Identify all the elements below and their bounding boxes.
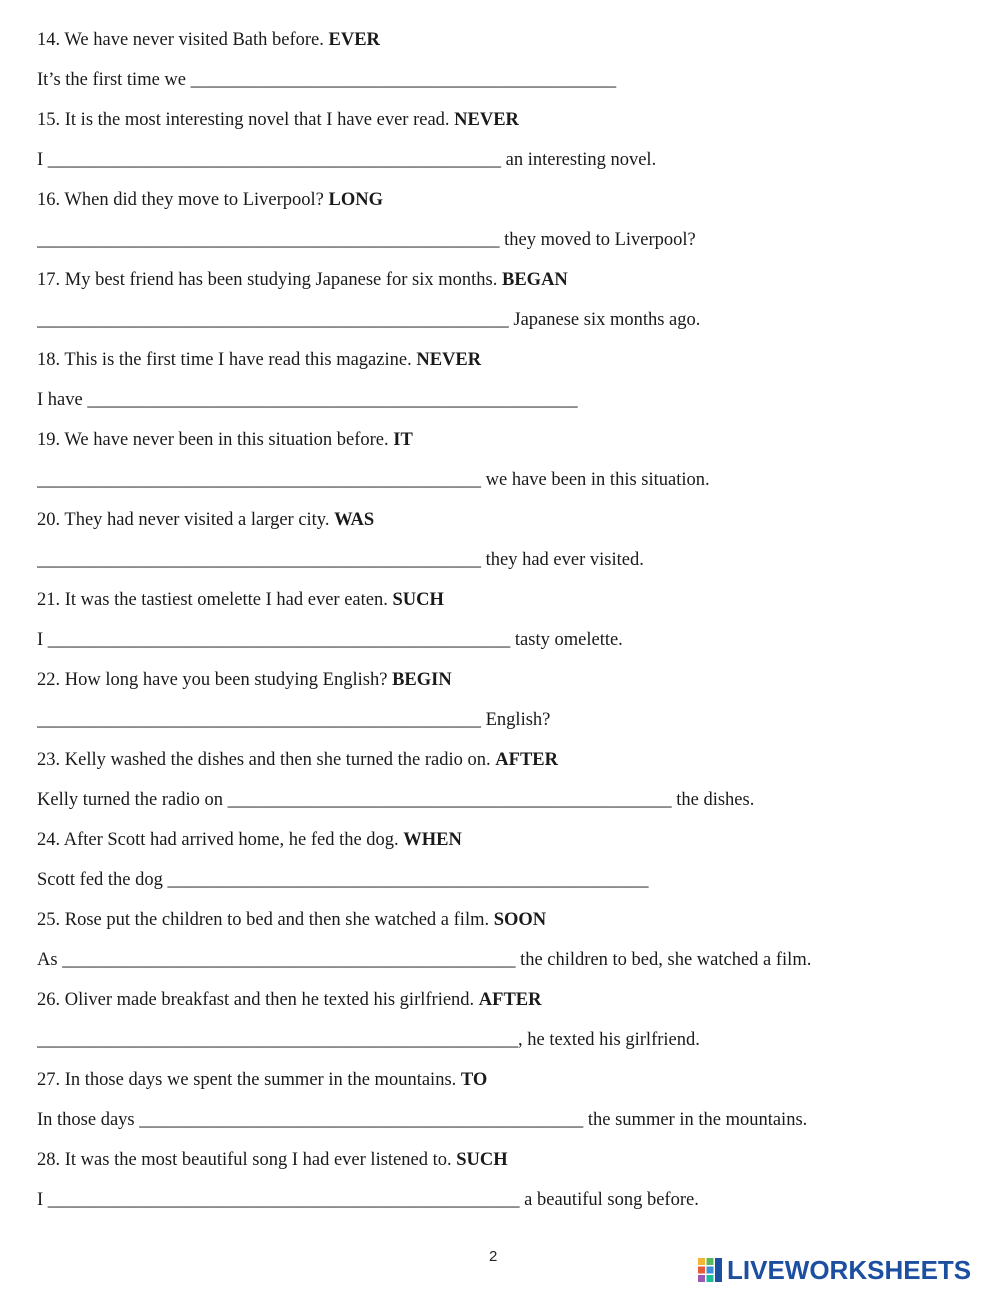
question-text: 21. It was the tastiest omelette I had ever eaten. bbox=[37, 590, 388, 610]
question-line bbox=[37, 108, 987, 148]
answer-end-text: tasty omelette. bbox=[510, 630, 623, 650]
worksheet bbox=[37, 28, 987, 1228]
answer-end-text: Japanese six months ago. bbox=[508, 310, 701, 330]
question-line bbox=[37, 1068, 987, 1108]
answer-blank[interactable]: ______________________________________________ bbox=[190, 70, 617, 90]
question-text: 15. It is the most interesting novel that I have ever read. bbox=[37, 110, 450, 130]
answer-end-text: , he texted his girlfriend. bbox=[518, 1030, 700, 1050]
keyword: SUCH bbox=[392, 590, 444, 610]
keyword: IT bbox=[393, 430, 413, 450]
keyword: EVER bbox=[328, 30, 380, 50]
question-text: 20. They had never visited a larger city. bbox=[37, 510, 330, 530]
answer-end-text: a beautiful song before. bbox=[519, 1190, 699, 1210]
question-text: 25. Rose put the children to bed and then she watched a film. bbox=[37, 910, 490, 930]
question-line bbox=[37, 748, 987, 788]
answer-blank[interactable]: ____________________________________________________ bbox=[167, 870, 649, 890]
answer-start-text: I bbox=[37, 630, 48, 650]
answer-blank[interactable]: ____________________________________________________ bbox=[37, 1030, 518, 1050]
answer-line bbox=[37, 228, 987, 268]
question-text: 28. It was the most beautiful song I had ever listened to. bbox=[37, 1150, 452, 1170]
question-text: 17. My best friend has been studying Japanese for six months. bbox=[37, 270, 498, 290]
question-line bbox=[37, 668, 987, 708]
answer-start-text: I bbox=[37, 1190, 48, 1210]
answer-end-text: the dishes. bbox=[671, 790, 755, 810]
question-line bbox=[37, 828, 987, 868]
answer-line bbox=[37, 1028, 987, 1068]
answer-start-text: As bbox=[37, 950, 63, 970]
answer-line bbox=[37, 148, 987, 188]
question-text: 18. This is the first time I have read this magazine. bbox=[37, 350, 412, 370]
answer-blank[interactable]: ________________________________________________ bbox=[227, 790, 672, 810]
answer-blank[interactable]: ________________________________________________ bbox=[37, 710, 481, 730]
answer-line bbox=[37, 628, 987, 668]
keyword: NEVER bbox=[416, 350, 482, 370]
question-line bbox=[37, 508, 987, 548]
keyword: NEVER bbox=[454, 110, 519, 130]
answer-blank[interactable]: _________________________________________________ bbox=[47, 150, 502, 170]
answer-blank[interactable]: ________________________________________________ bbox=[37, 470, 481, 490]
answer-blank[interactable]: _________________________________________________ bbox=[62, 950, 516, 970]
liveworksheets-brand[interactable] bbox=[697, 1255, 971, 1285]
answer-blank[interactable]: ___________________________________________________ bbox=[37, 310, 509, 330]
question-text: 24. After Scott had arrived home, he fed the dog. bbox=[37, 830, 399, 850]
answer-line bbox=[37, 788, 987, 828]
answer-start-text: It’s the first time we bbox=[37, 70, 191, 90]
answer-line bbox=[37, 308, 987, 348]
keyword: TO bbox=[460, 1070, 488, 1090]
question-line bbox=[37, 268, 987, 308]
keyword: WHEN bbox=[403, 830, 462, 850]
answer-line bbox=[37, 68, 987, 108]
question-text: 16. When did they move to Liverpool? bbox=[37, 190, 324, 210]
answer-end-text: the summer in the mountains. bbox=[583, 1110, 808, 1130]
keyword: LONG bbox=[328, 190, 383, 210]
question-line bbox=[37, 988, 987, 1028]
question-line bbox=[37, 1148, 987, 1188]
question-line bbox=[37, 908, 987, 948]
answer-blank[interactable]: ________________________________________________ bbox=[139, 1110, 584, 1130]
answer-end-text: the children to bed, she watched a film. bbox=[515, 950, 812, 970]
answer-end-text: they moved to Liverpool? bbox=[499, 230, 696, 250]
keyword: AFTER bbox=[478, 990, 542, 1010]
answer-start-text: In those days bbox=[37, 1110, 140, 1130]
question-text: 14. We have never visited Bath before. bbox=[37, 30, 324, 50]
answer-blank[interactable]: _____________________________________________________ bbox=[87, 390, 578, 410]
keyword: BEGIN bbox=[392, 670, 452, 690]
answer-end-text: English? bbox=[481, 710, 551, 730]
answer-line bbox=[37, 948, 987, 988]
question-line bbox=[37, 428, 987, 468]
keyword: AFTER bbox=[495, 750, 558, 770]
answer-start-text: I have bbox=[37, 390, 88, 410]
question-line bbox=[37, 28, 987, 68]
answer-end-text: they had ever visited. bbox=[481, 550, 644, 570]
answer-end-text: an interesting novel. bbox=[501, 150, 657, 170]
answer-start-text: Scott fed the dog bbox=[37, 870, 168, 890]
keyword: BEGAN bbox=[502, 270, 568, 290]
answer-blank[interactable]: ________________________________________________ bbox=[37, 550, 481, 570]
question-text: 22. How long have you been studying English? bbox=[37, 670, 388, 690]
keyword: WAS bbox=[334, 510, 375, 530]
answer-end-text: we have been in this situation. bbox=[481, 470, 710, 490]
question-text: 27. In those days we spent the summer in the mountains. bbox=[37, 1070, 457, 1090]
question-text: 19. We have never been in this situation before. bbox=[37, 430, 389, 450]
keyword: SUCH bbox=[456, 1150, 508, 1170]
brand-name: LIVEWORKSHEETS bbox=[727, 1254, 972, 1285]
answer-blank[interactable]: __________________________________________________ bbox=[47, 630, 511, 650]
answer-blank[interactable]: __________________________________________________ bbox=[37, 230, 500, 250]
answer-line bbox=[37, 708, 987, 748]
answer-start-text: I bbox=[37, 150, 48, 170]
answer-line bbox=[37, 548, 987, 588]
question-line bbox=[37, 348, 987, 388]
answer-start-text: Kelly turned the radio on bbox=[37, 790, 228, 810]
question-text: 26. Oliver made breakfast and then he texted his girlfriend. bbox=[37, 990, 475, 1010]
answer-line bbox=[37, 1108, 987, 1148]
answer-line bbox=[37, 868, 987, 908]
liveworksheets-logo-icon bbox=[697, 1257, 723, 1283]
page-number: 2 bbox=[489, 1248, 498, 1265]
question-line bbox=[37, 588, 987, 628]
answer-line bbox=[37, 468, 987, 508]
answer-line bbox=[37, 388, 987, 428]
answer-blank[interactable]: ___________________________________________________ bbox=[47, 1190, 520, 1210]
answer-line bbox=[37, 1188, 987, 1228]
question-text: 23. Kelly washed the dishes and then she turned the radio on. bbox=[37, 750, 491, 770]
keyword: SOON bbox=[493, 910, 547, 930]
question-line bbox=[37, 188, 987, 228]
